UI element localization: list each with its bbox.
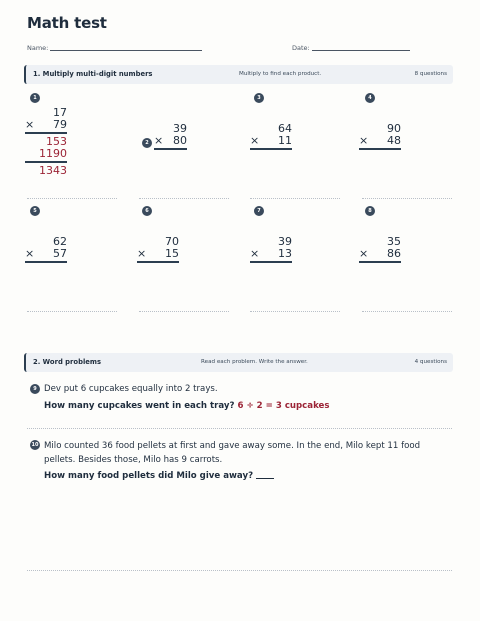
times-sign: ×: [154, 134, 164, 147]
word-problem-question: [44, 471, 274, 481]
multiplication-problem-2: [145, 123, 187, 152]
question-text: How many food pellets did Milo give away?: [44, 471, 254, 481]
multiplier-row: [137, 248, 179, 260]
question-number-badge: 8: [365, 206, 375, 216]
multiplier-row: [25, 119, 67, 131]
name-label: Name:: [27, 44, 49, 52]
question-number-badge: 2: [142, 138, 152, 148]
answer-line: [25, 261, 67, 263]
question-number-badge: 7: [254, 206, 264, 216]
final-product: 1343: [39, 164, 67, 177]
section-title: 1. Multiply multi-digit numbers: [33, 70, 153, 78]
multiplication-problem-7: [250, 236, 292, 265]
multiplication-problem-1: [25, 107, 67, 177]
times-sign: ×: [359, 247, 369, 260]
question-number-badge: 10: [31, 442, 39, 448]
answer-line: [250, 148, 292, 150]
divider: [27, 570, 452, 571]
multiplication-problem-5: [25, 236, 67, 265]
question-count: 4 questions: [414, 359, 447, 365]
multiplier: 48: [387, 134, 401, 147]
word-problem-text: Milo counted 36 food pellets at first and gave away some. In the end, Milo kept 11 food pellets. Besides those, Milo has 9 carrots.: [44, 441, 421, 465]
date-label: Date:: [292, 44, 310, 52]
section-header-word-problems: [24, 353, 453, 372]
multiplicand: 62: [53, 235, 67, 248]
section-header-multiply: [24, 65, 453, 84]
multiplicand: 64: [278, 122, 292, 135]
multiplicand: 35: [387, 235, 401, 248]
times-sign: ×: [359, 134, 369, 147]
question-number-badge: 6: [142, 206, 152, 216]
times-sign: ×: [25, 247, 35, 260]
divider: [362, 198, 452, 199]
answer-line: [250, 261, 292, 263]
divider: [250, 198, 340, 199]
multiplier: 15: [165, 247, 179, 260]
answer-blank[interactable]: [256, 478, 274, 479]
question-number-badge: 4: [365, 93, 375, 103]
divider: [27, 198, 117, 199]
answer-line: [137, 261, 179, 263]
divider: [139, 311, 229, 312]
multiplication-problem-8: [359, 236, 401, 265]
question-text: How many cupcakes went in each tray?: [44, 401, 235, 411]
multiplier: 13: [278, 247, 292, 260]
word-problem-text: Dev put 6 cupcakes equally into 2 trays.: [44, 384, 218, 394]
divider: [250, 311, 340, 312]
partial-product: 1190: [39, 147, 67, 160]
multiplicand: 39: [278, 235, 292, 248]
multiplier: 11: [278, 134, 292, 147]
question-number-badge: 3: [254, 93, 264, 103]
multiplicand: 90: [387, 122, 401, 135]
name-field[interactable]: [50, 50, 202, 51]
multiplication-problem-4: [359, 123, 401, 152]
divider: [27, 428, 452, 429]
sum-line: [25, 161, 67, 163]
multiplication-problem-3: [250, 123, 292, 152]
worked-answer: 6 ÷ 2 = 3 cupcakes: [237, 401, 330, 411]
answer-line: [359, 261, 401, 263]
times-sign: ×: [137, 247, 147, 260]
times-sign: ×: [250, 247, 260, 260]
multiplier: 79: [53, 118, 67, 131]
divider: [362, 311, 452, 312]
multiplicand: 17: [53, 106, 67, 119]
date-field[interactable]: [312, 50, 410, 51]
multiplicand: 70: [165, 235, 179, 248]
partial-product: 153: [46, 135, 67, 148]
question-number-badge: 5: [30, 206, 40, 216]
divider: [27, 311, 117, 312]
question-number-badge: 1: [30, 93, 40, 103]
times-sign: ×: [25, 118, 35, 131]
answer-line: [359, 148, 401, 150]
times-sign: ×: [250, 134, 260, 147]
multiplier: 57: [53, 247, 67, 260]
multiplier-row: [359, 248, 401, 260]
multiplier: 80: [173, 134, 187, 147]
multiplier-row: [250, 248, 292, 260]
section-instruction: Read each problem. Write the answer.: [201, 359, 308, 365]
word-problem-question: [44, 401, 330, 411]
question-count: 8 questions: [414, 71, 447, 77]
question-number-badge: 9: [30, 384, 40, 394]
multiplier-row: [359, 135, 401, 147]
divider: [139, 198, 229, 199]
section-instruction: Multiply to find each product.: [239, 71, 322, 77]
page-title: Math test: [27, 14, 107, 32]
answer-line: [154, 148, 187, 150]
multiplication-problem-6: [137, 236, 179, 265]
multiplier-row: [250, 135, 292, 147]
multiplier-row: [145, 135, 187, 147]
answer-line: [25, 132, 67, 134]
multiplier-row: [25, 248, 67, 260]
multiplier: 86: [387, 247, 401, 260]
multiplicand: 39: [173, 122, 187, 135]
section-title: 2. Word problems: [33, 358, 102, 366]
